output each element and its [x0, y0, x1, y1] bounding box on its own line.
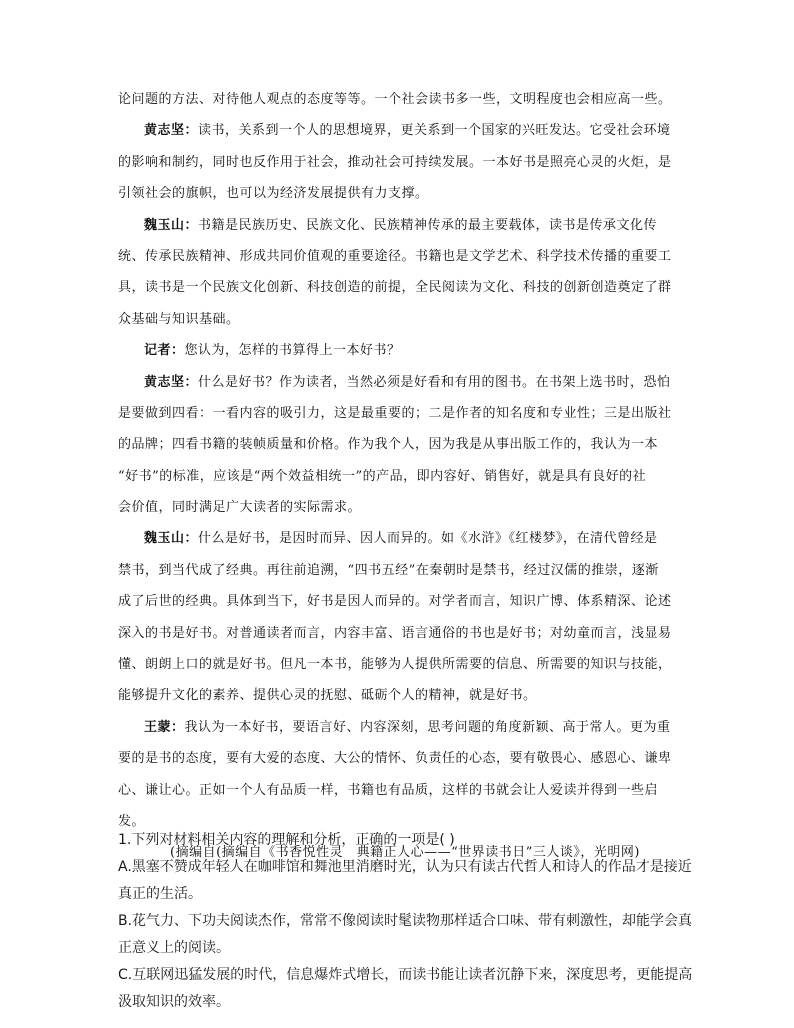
paragraph-line: 记者：您认为，怎样的书算得上一本好书？: [144, 343, 401, 359]
paragraph-line: 魏玉山：什么是好书，是因时而异、因人而异的。如《水浒》《红楼梦》，在清代曾经是: [144, 531, 658, 547]
question-block: [118, 827, 693, 1016]
option-c-cont: 汲取知识的效率。: [118, 994, 230, 1010]
paragraph-line: 的品牌；四看书籍的装帧质量和价格。作为我个人，因为我是从事出版工作的，我认为一本: [118, 437, 659, 453]
paragraph-line: 是要做到四看：一看内容的吸引力，这是最重要的；二是作者的知名度和专业性；三是出版社: [118, 405, 672, 421]
paragraph-line: 众基础与知识基础。: [118, 311, 240, 327]
option-b: B.花气力、下功夫阅读杰作，常常不像阅读时髦读物那样适合口味、带有刺激性，却能学会真: [118, 913, 693, 929]
speaker-label: 黄志坚：: [144, 374, 199, 390]
source-citation: (摘编自(摘编自《书香悦性灵 典籍正人心——“世界读书日”三人谈》，光明网): [170, 845, 641, 861]
paragraph-line: 引领社会的旗帜，也可以为经济发展提供有力支撑。: [118, 186, 429, 202]
speaker-label: 黄志坚：: [144, 123, 199, 139]
paragraph-line: 成了后世的经典。具体到当下，好书是因人而异的。对学者而言，知识广博、体系精深、论述: [118, 594, 672, 610]
paragraph-line: 的影响和制约，同时也反作用于社会，推动社会可持续发展。一本好书是照亮心灵的火炬，是: [118, 154, 672, 170]
paragraph-line: 心、谦让心。正如一个人有品质一样，书籍也有品质，这样的书就会让人爱读并得到一些启: [118, 782, 659, 798]
option-a-cont: 真正的生活。: [118, 886, 202, 902]
speaker-label: 记者：: [144, 343, 185, 359]
option-a: A.黑塞不赞成年轻人在咖啡馆和舞池里消磨时光，认为只有读古代哲人和诗人的作品才是接近: [118, 859, 692, 875]
speaker-label: 魏玉山：: [144, 531, 199, 547]
paragraph-line: 统、传承民族精神、形成共同价值观的重要途径。书籍也是文学艺术、科学技术传播的重要工: [118, 248, 672, 264]
paragraph-line: 黄志坚：什么是好书？作为读者，当然必须是好看和有用的图书。在书架上选书时，恐怕: [144, 374, 671, 390]
paragraph-line: 发。: [118, 813, 146, 829]
question-stem: 1.下列对材料相关内容的理解和分析，正确的一项是( ): [118, 832, 455, 848]
paragraph-line: 深入的书是好书。对普通读者而言，内容丰富、语言通俗的书也是好书；对幼童而言，浅显易: [118, 625, 672, 641]
paragraph-line: 禁书，到当代成了经典。再往前追溯，“四书五经”在秦朝时是禁书，经过汉儒的推崇，逐渐: [118, 562, 659, 578]
paragraph-line: 懂、朗朗上口的就是好书。但凡一本书，能够为人提供所需要的信息、所需要的知识与技能，: [118, 657, 672, 673]
speaker-label: 王蒙：: [144, 719, 185, 735]
option-b-cont: 正意义上的阅读。: [118, 940, 230, 956]
paragraph-line: 具，读书是一个民族文化创新、科技创造的前提，全民阅读为文化、科技的创新创造奠定了群: [118, 280, 672, 296]
paragraph-line: 魏玉山：书籍是民族历史、民族文化、民族精神传承的最主要载体，读书是传承文化传: [144, 217, 658, 233]
paragraph-line: 黄志坚：读书，关系到一个人的思想境界，更关系到一个国家的兴旺发达。它受社会环境: [144, 123, 671, 139]
paragraph-line: 会价值，同时满足广大读者的实际需求。: [118, 500, 362, 516]
paragraph-line: 论问题的方法、对待他人观点的态度等等。一个社会读书多一些，文明程度也会相应高一些。: [118, 92, 672, 107]
paragraph-line: 王蒙：我认为一本好书，要语言好、内容深刻，思考问题的角度新颖、高于常人。更为重: [144, 719, 671, 735]
paragraph-line: 能够提升文化的素养、提供心灵的抚慰、砥砺个人的精神，就是好书。: [118, 688, 537, 704]
paragraph-line: “好书”的标准，应该是“两个效益相统一”的产品，即内容好、销售好，就是具有良好的社: [118, 468, 647, 484]
article-text: [118, 84, 685, 869]
option-c: C.互联网迅猛发展的时代，信息爆炸式增长，而读书能让读者沉静下来，深度思考，更能提高: [118, 967, 693, 983]
speaker-label: 魏玉山：: [144, 217, 199, 233]
paragraph-line: 要的是书的态度，要有大爱的态度、大公的情怀、负责任的心态，要有敬畏心、感恩心、谦卑: [118, 751, 672, 767]
